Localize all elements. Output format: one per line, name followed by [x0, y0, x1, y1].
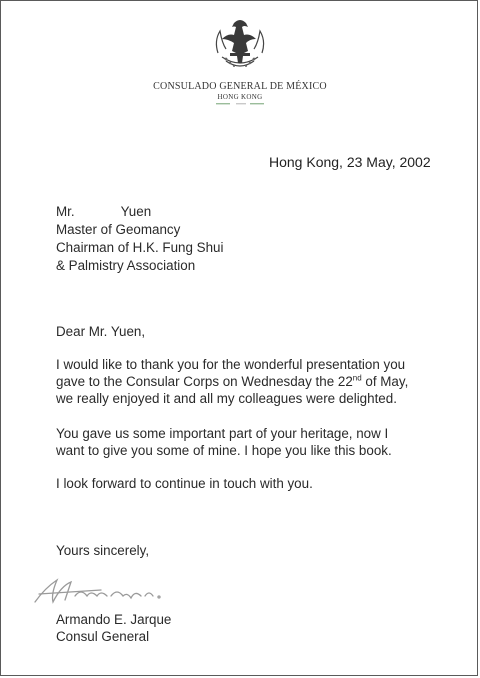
- signer-title: Consul General: [56, 629, 150, 644]
- paragraph-heritage: [56, 425, 392, 459]
- paragraph-text: of May,: [361, 374, 409, 390]
- paragraph-text: gave to the Consular Corps on Wednesday the 22: [56, 374, 353, 390]
- consulate-name: CONSULADO GENERAL DE MÉXICO: [153, 81, 327, 92]
- signer-name: Armando E. Jarque: [56, 612, 172, 627]
- recipient-name: [56, 203, 151, 220]
- paragraph-line: [56, 373, 408, 390]
- letter-date: Hong Kong, 23 May, 2002: [269, 154, 431, 170]
- recipient-surname: Yuen: [120, 204, 152, 219]
- recipient-line-1: Master of Geomancy: [56, 222, 181, 237]
- paragraph-thanks: [56, 356, 408, 408]
- paragraph-line: I would like to thank you for the wonderful presentation you: [56, 357, 406, 372]
- recipient-line-2: Chairman of H.K. Fung Shui: [56, 240, 224, 255]
- paragraph-closing: I look forward to continue in touch with you.: [56, 476, 313, 491]
- paragraph-line: we really enjoyed it and all my colleagues were delighted.: [56, 391, 397, 407]
- closing-phrase: Yours sincerely,: [56, 543, 150, 558]
- letterhead-rule: [216, 102, 264, 106]
- consulate-city: HONG KONG: [217, 93, 263, 101]
- salutation: Dear Mr. Yuen,: [56, 324, 146, 339]
- handwritten-signature: [31, 566, 171, 611]
- paragraph-line: You gave us some important part of your heritage, now I: [56, 426, 389, 441]
- recipient-line-3: & Palmistry Association: [56, 258, 196, 273]
- paragraph-line: want to give you some of mine. I hope you like this book.: [56, 443, 392, 459]
- recipient-title: Mr.: [56, 204, 75, 219]
- ordinal-suffix: nd: [352, 373, 362, 383]
- mexican-eagle-seal-icon: [204, 13, 276, 75]
